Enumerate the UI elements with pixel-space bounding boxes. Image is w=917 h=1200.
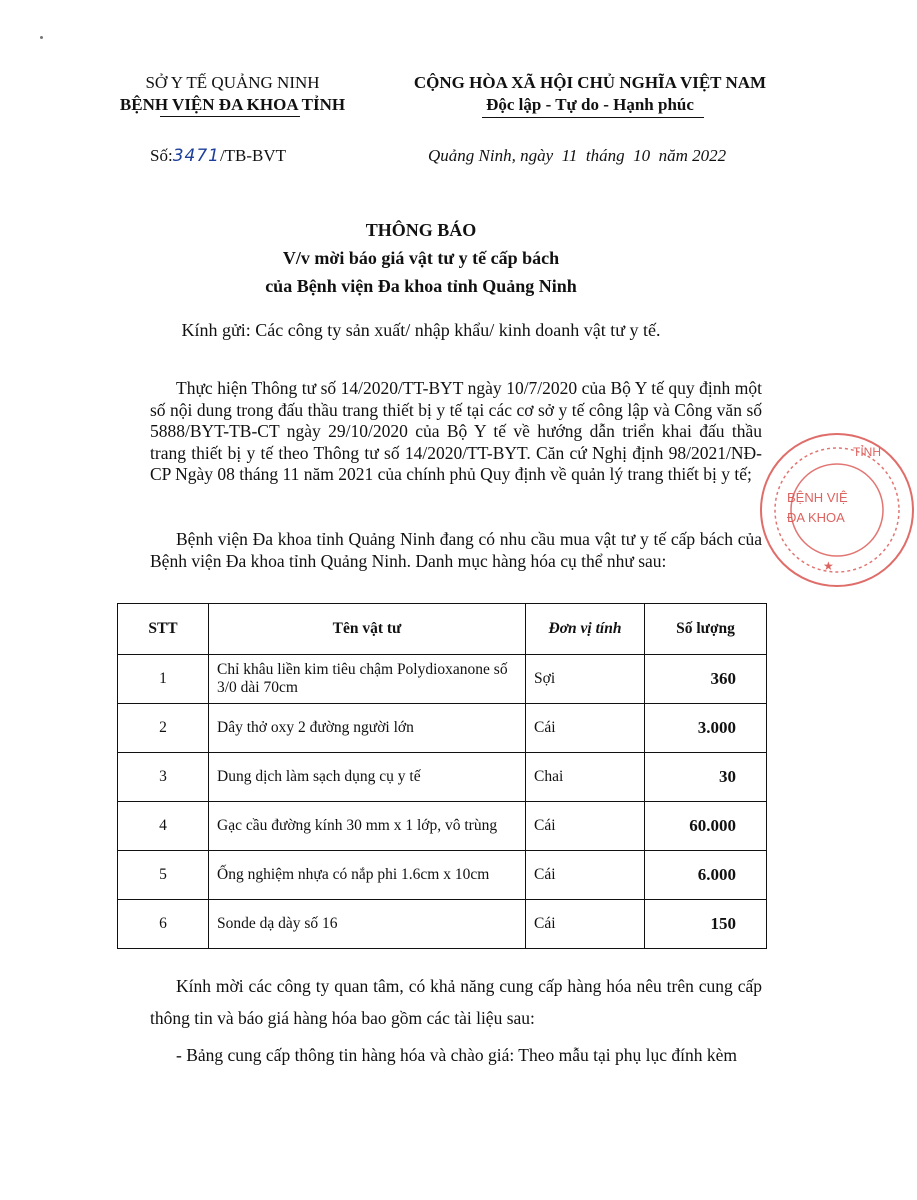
- paragraph-3-text: Kính mời các công ty quan tâm, có khả năng cung cấp hàng hóa nêu trên cung cấp thông tin và báo giá hàng hóa bao gồm các tài liệu sau:: [150, 976, 762, 1028]
- header-item-name: Tên vật tư: [209, 604, 526, 655]
- table-row: [118, 802, 767, 851]
- row-unit: Cái: [526, 802, 645, 851]
- seal-star-icon: ★: [823, 559, 834, 573]
- paragraph-need: [150, 529, 762, 572]
- paragraph-4-text: - Bảng cung cấp thông tin hàng hóa và chào giá: Theo mẫu tại phụ lục đính kèm: [176, 1045, 737, 1065]
- row-quantity: 30: [645, 753, 767, 802]
- seal-graphic: [757, 430, 917, 590]
- row-stt: 5: [118, 851, 209, 900]
- header-quantity: Số lượng: [645, 604, 767, 655]
- row-stt: 2: [118, 704, 209, 753]
- paragraph-requirement: [150, 1038, 762, 1072]
- table-header-row: [118, 604, 767, 655]
- national-header: [385, 72, 795, 116]
- seal-mid-text-1: BỆNH VIỆ: [787, 490, 848, 505]
- row-unit: Cái: [526, 851, 645, 900]
- row-item-name: Sonde dạ dày số 16: [209, 900, 526, 949]
- row-item-name: Dây thở oxy 2 đường người lớn: [209, 704, 526, 753]
- table-row: [118, 753, 767, 802]
- table-row: [118, 900, 767, 949]
- header-stt: STT: [118, 604, 209, 655]
- row-quantity: 6.000: [645, 851, 767, 900]
- row-unit: Sợi: [526, 655, 645, 704]
- row-item-name: Dung dịch làm sạch dụng cụ y tế: [209, 753, 526, 802]
- title-line-3: của Bệnh viện Đa khoa tỉnh Quảng Ninh: [265, 276, 577, 296]
- date-line: Quảng Ninh, ngày 11 tháng 10 năm 2022: [428, 146, 727, 165]
- title-line-2: V/v mời báo giá vật tư y tế cấp bách: [282, 248, 560, 268]
- document-title: [0, 216, 842, 300]
- issuing-agency: [95, 72, 370, 116]
- paragraph-2-text: Bệnh viện Đa khoa tỉnh Quảng Ninh đang có nhu cầu mua vật tư y tế cấp bách của Bệnh viện Đa khoa tỉnh Quảng Ninh. Danh mục hàng hóa cụ thể như sau:: [150, 529, 762, 571]
- row-unit: Cái: [526, 704, 645, 753]
- doc-number-handwritten: 3471: [172, 146, 220, 166]
- row-unit: Cái: [526, 900, 645, 949]
- national-motto: Độc lập - Tự do - Hạnh phúc: [486, 95, 694, 114]
- motto-underline: [482, 117, 704, 118]
- seal-mid-text-2: ĐA KHOA: [787, 510, 845, 525]
- document-number: [150, 146, 286, 166]
- row-item-name: Ống nghiệm nhựa có nắp phi 1.6cm x 10cm: [209, 851, 526, 900]
- seal-top-text: TỈNH: [853, 445, 881, 459]
- official-seal: [757, 430, 917, 590]
- greeting-line: Kính gửi: Các công ty sản xuất/ nhập khẩu/ kinh doanh vật tư y tế.: [181, 320, 661, 340]
- doc-number-prefix: Số:: [150, 146, 173, 165]
- row-stt: 1: [118, 655, 209, 704]
- row-unit: Chai: [526, 753, 645, 802]
- doc-number-suffix: /TB-BVT: [219, 146, 287, 165]
- table-row: [118, 851, 767, 900]
- scan-speck: [40, 36, 43, 39]
- agency-name: BỆNH VIỆN ĐA KHOA TỈNH: [119, 95, 346, 114]
- agency-underline: [160, 116, 300, 117]
- row-item-name: Gạc cầu đường kính 30 mm x 1 lớp, vô trùng: [209, 802, 526, 851]
- title-line-1: THÔNG BÁO: [365, 220, 477, 240]
- agency-parent-name: SỞ Y TẾ QUẢNG NINH: [145, 73, 320, 92]
- row-quantity: 60.000: [645, 802, 767, 851]
- row-quantity: 3.000: [645, 704, 767, 753]
- paragraph-invitation: [150, 970, 762, 1034]
- paragraph-1-text: Thực hiện Thông tư số 14/2020/TT-BYT ngày 10/7/2020 của Bộ Y tế quy định một số nội dung trong đấu thầu trang thiết bị y tế tại các cơ sở y tế công lập và Công văn số 5888/BYT-TB-CT ngày 29/10/2020 của Bộ Y tế về hướng dẫn triển khai đấu thầu trang thiết bị y tế theo Thông tư số 14/2020/TT-BYT. Căn cứ Nghị định 98/2021/NĐ-CP Ngày 08 tháng 11 năm 2021 của chính phủ Quy định về quản lý trang thiết bị y tế;: [150, 378, 762, 484]
- table-row: [118, 655, 767, 704]
- national-title: CỘNG HÒA XÃ HỘI CHỦ NGHĨA VIỆT NAM: [413, 73, 767, 92]
- table-row: [118, 704, 767, 753]
- row-stt: 3: [118, 753, 209, 802]
- row-item-name: Chỉ khâu liền kim tiêu chậm Polydioxanone số 3/0 dài 70cm: [209, 655, 526, 704]
- paragraph-legal-basis: [150, 378, 762, 486]
- row-stt: 4: [118, 802, 209, 851]
- header-unit: Đơn vị tính: [526, 604, 645, 655]
- items-table: [117, 603, 767, 949]
- row-quantity: 150: [645, 900, 767, 949]
- row-quantity: 360: [645, 655, 767, 704]
- row-stt: 6: [118, 900, 209, 949]
